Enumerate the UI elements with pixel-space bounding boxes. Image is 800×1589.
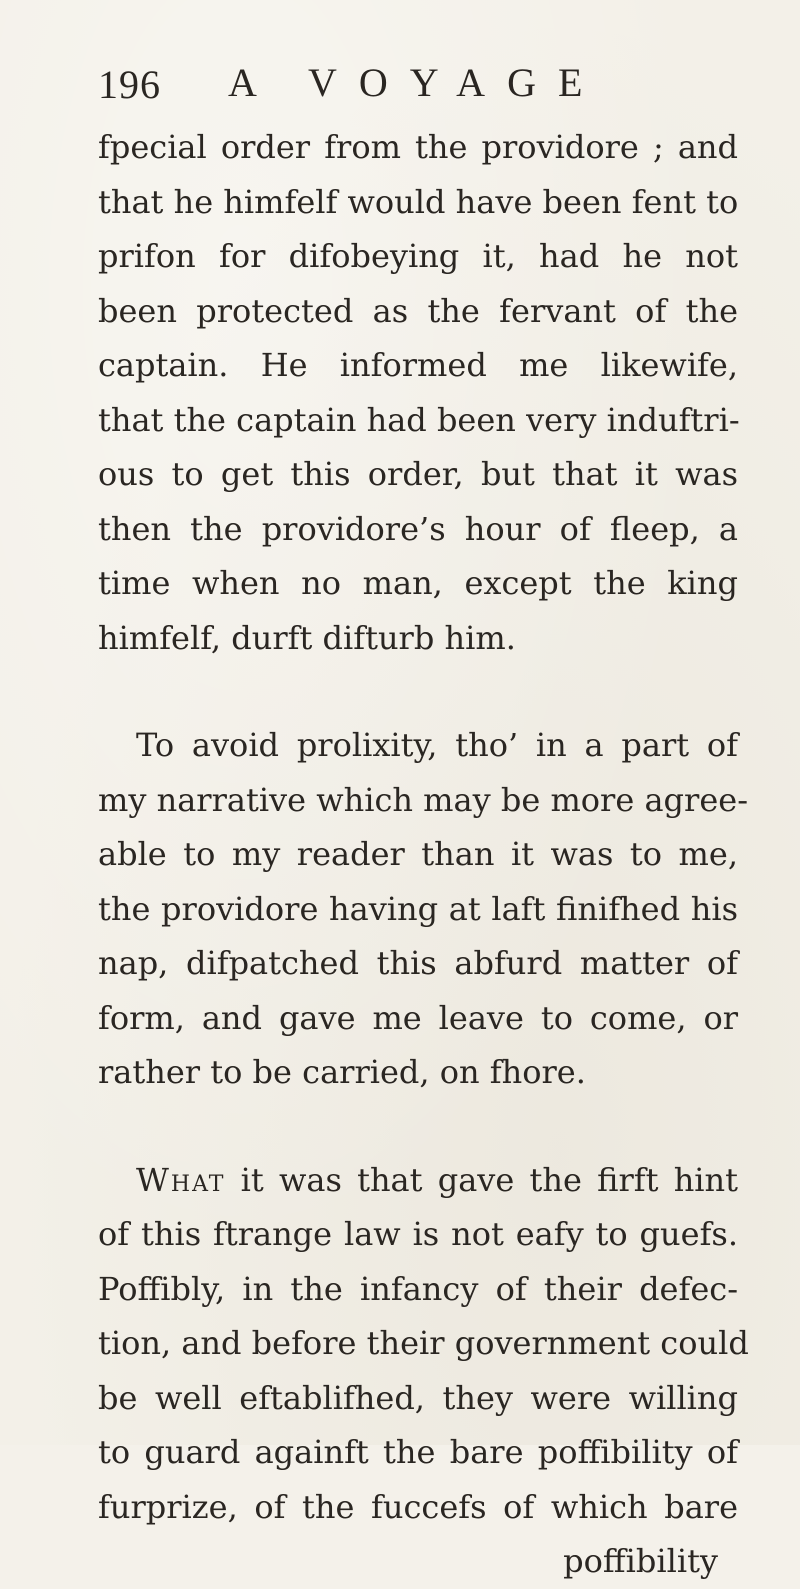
text-line: of this ftrange law is not eafy to guefs. [98, 1215, 738, 1253]
text-line: furprize, of the fuccefs of which bare [98, 1487, 738, 1526]
text-line: that he himfelf would have been fent to [98, 182, 739, 221]
text-line: my narrative which may be more agree- [98, 780, 748, 819]
text-line: prifon for difobeying it, had he not [98, 237, 738, 275]
text-line: then the providore’s hour of fleep, a [98, 509, 738, 548]
running-title: A VOYAGE [228, 60, 605, 105]
paragraph-2 [98, 718, 748, 1100]
text-line: captain. He informed me likewife, [98, 346, 738, 384]
text-line: able to my reader than it was to me, [98, 835, 738, 873]
paragraph-1 [98, 120, 738, 665]
text-line: be well eftablifhed, they were willing [98, 1378, 738, 1417]
text-line: fpecial order from the providore ; and [98, 128, 738, 166]
catchword: poffibility [563, 1542, 718, 1580]
text-line: the providore having at laft finifhed his [98, 889, 738, 928]
running-head [98, 55, 658, 115]
text-line: To avoid prolixity, tho’ in a part of [136, 726, 738, 764]
text-line: ous to get this order, but that it was [98, 455, 738, 493]
text-line: form, and gave me leave to come, or [98, 998, 738, 1037]
text-line: nap, difpatched this abfurd matter of [98, 944, 738, 982]
paragraph-break [98, 665, 738, 718]
opening-word: What [136, 1160, 226, 1199]
paragraph-break [98, 1100, 738, 1153]
text-line: tion, and before their government could [98, 1324, 749, 1362]
text-line: to guard againft the bare poffibility of [98, 1433, 738, 1471]
text-line: rather to be carried, on fhore. [98, 1053, 586, 1091]
paragraph-3 [98, 1153, 749, 1589]
text-line: that the captain had been very induftri- [98, 400, 740, 439]
opening-line-rest: it was that gave the firft hint [225, 1160, 738, 1199]
text-line: been protected as the fervant of the [98, 291, 738, 330]
text-line [98, 1153, 738, 1208]
page-number: 196 [98, 62, 161, 107]
text-line: himfelf, durft difturb him. [98, 618, 516, 657]
body-text [98, 120, 749, 1589]
text-line: time when no man, except the king [98, 564, 738, 602]
text-line: Poffibly, in the infancy of their defec- [98, 1269, 738, 1308]
